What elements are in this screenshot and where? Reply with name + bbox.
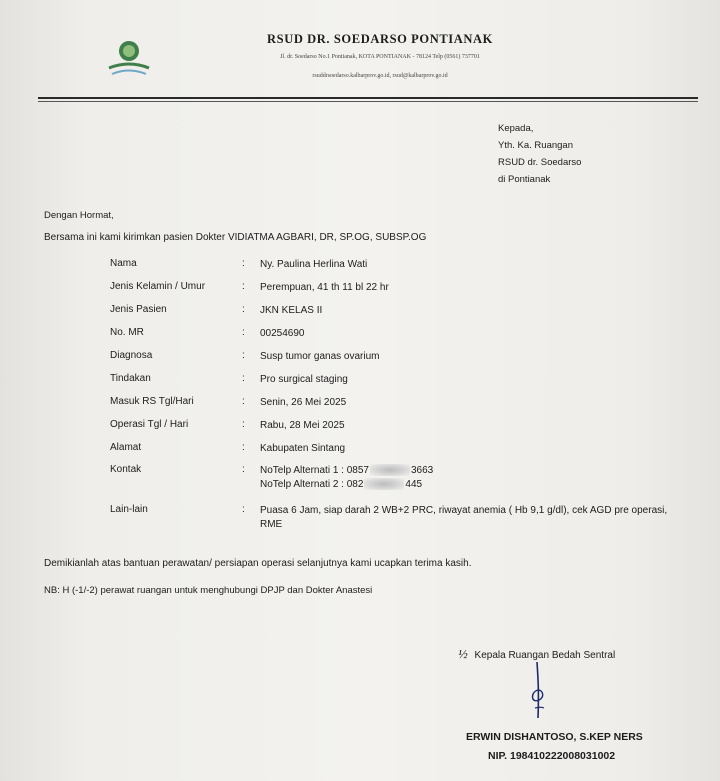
- recipient-line: Yth. Ka. Ruangan: [498, 140, 573, 151]
- hospital-address: Jl. dr. Soedarso No.1 Pontianak, KOTA PONTIANAK - 78124 Telp (0561) 737701: [280, 54, 480, 60]
- phone-number-start: 0857: [346, 465, 369, 476]
- contact-prefix: NoTelp Alternati 1 :: [260, 465, 344, 476]
- field-separator: :: [242, 504, 245, 515]
- field-label: Lain-lain: [110, 504, 148, 515]
- intro-sentence: Bersama ini kami kirimkan pasien Dokter VIDIATMA AGBARI, DR, SP.OG, SUBSP.OG: [44, 232, 427, 243]
- phone-number-end: 445: [405, 479, 423, 490]
- hospital-logo: [106, 36, 152, 82]
- field-label: Alamat: [110, 442, 142, 453]
- hospital-name: RSUD DR. SOEDARSO PONTIANAK: [267, 32, 493, 46]
- phone-number-end: 3663: [410, 465, 434, 476]
- closing-sentence: Demikianlah atas bantuan perawatan/ persiapan operasi selanjutnya kami ucapkan terima kasih.: [44, 558, 472, 569]
- field-separator: :: [242, 327, 245, 338]
- field-separator: :: [242, 419, 245, 430]
- header-divider-thin: [38, 101, 698, 102]
- field-value: Senin, 26 Mei 2025: [260, 397, 347, 408]
- field-value: 00254690: [260, 328, 305, 339]
- field-separator: :: [242, 304, 245, 315]
- field-separator: :: [242, 281, 245, 292]
- field-label: Nama: [110, 258, 137, 269]
- on-behalf-mark: ½: [458, 646, 468, 661]
- field-value: Pro surgical staging: [260, 374, 348, 385]
- contact-line-1: [260, 465, 433, 476]
- field-separator: :: [242, 442, 245, 453]
- field-label: Jenis Pasien: [110, 304, 167, 315]
- recipient-line: di Pontianak: [498, 174, 551, 185]
- header-divider: [38, 97, 698, 99]
- field-separator: :: [242, 464, 245, 475]
- field-label: Jenis Kelamin / Umur: [110, 281, 206, 292]
- field-value: Rabu, 28 Mei 2025: [260, 420, 345, 431]
- field-separator: :: [242, 396, 245, 407]
- field-label: Operasi Tgl / Hari: [110, 419, 189, 430]
- field-value: Perempuan, 41 th 11 bl 22 hr: [260, 282, 389, 293]
- recipient-line: RSUD dr. Soedarso: [498, 157, 582, 168]
- field-value: Kabupaten Sintang: [260, 443, 346, 454]
- redaction-blur: [370, 464, 410, 476]
- recipient-line: Kepada,: [498, 123, 534, 134]
- field-value: JKN KELAS II: [260, 305, 323, 316]
- recipient-block: [498, 120, 581, 188]
- field-value: Puasa 6 Jam, siap darah 2 WB+2 PRC, riwayat anemia ( Hb 9,1 g/dl), cek AGD pre operasi, RME: [260, 505, 668, 530]
- contact-prefix: NoTelp Alternati 2 :: [260, 479, 344, 490]
- field-label: Masuk RS Tgl/Hari: [110, 396, 194, 407]
- greeting: Dengan Hormat,: [44, 210, 114, 221]
- phone-number-start: 082: [346, 479, 364, 490]
- signer-nip: NIP. 198410222008031002: [488, 750, 616, 762]
- contact-line-2: [260, 479, 422, 490]
- field-value: Ny. Paulina Herlina Wati: [260, 259, 368, 270]
- field-value: Susp tumor ganas ovarium: [260, 351, 380, 362]
- signer-name: ERWIN DISHANTOSO, S.KEP NERS: [466, 731, 643, 743]
- nb-note: NB: H (-1/-2) perawat ruangan untuk menghubungi DPJP dan Dokter Anastesi: [44, 585, 373, 596]
- hospital-email: rsuddrsoedarso.kalbarprov.go.id, rsud@kalbarprov.go.id: [312, 73, 448, 79]
- field-label: No. MR: [110, 327, 144, 338]
- field-separator: :: [242, 258, 245, 269]
- field-label: Diagnosa: [110, 350, 153, 361]
- field-separator: :: [242, 350, 245, 361]
- field-label: Tindakan: [110, 373, 151, 384]
- redaction-blur: [364, 478, 404, 490]
- field-separator: :: [242, 373, 245, 384]
- field-label: Kontak: [110, 464, 142, 475]
- signer-position: Kepala Ruangan Bedah Sentral: [474, 650, 616, 661]
- handwritten-signature: [525, 660, 555, 720]
- field-value: [260, 464, 690, 492]
